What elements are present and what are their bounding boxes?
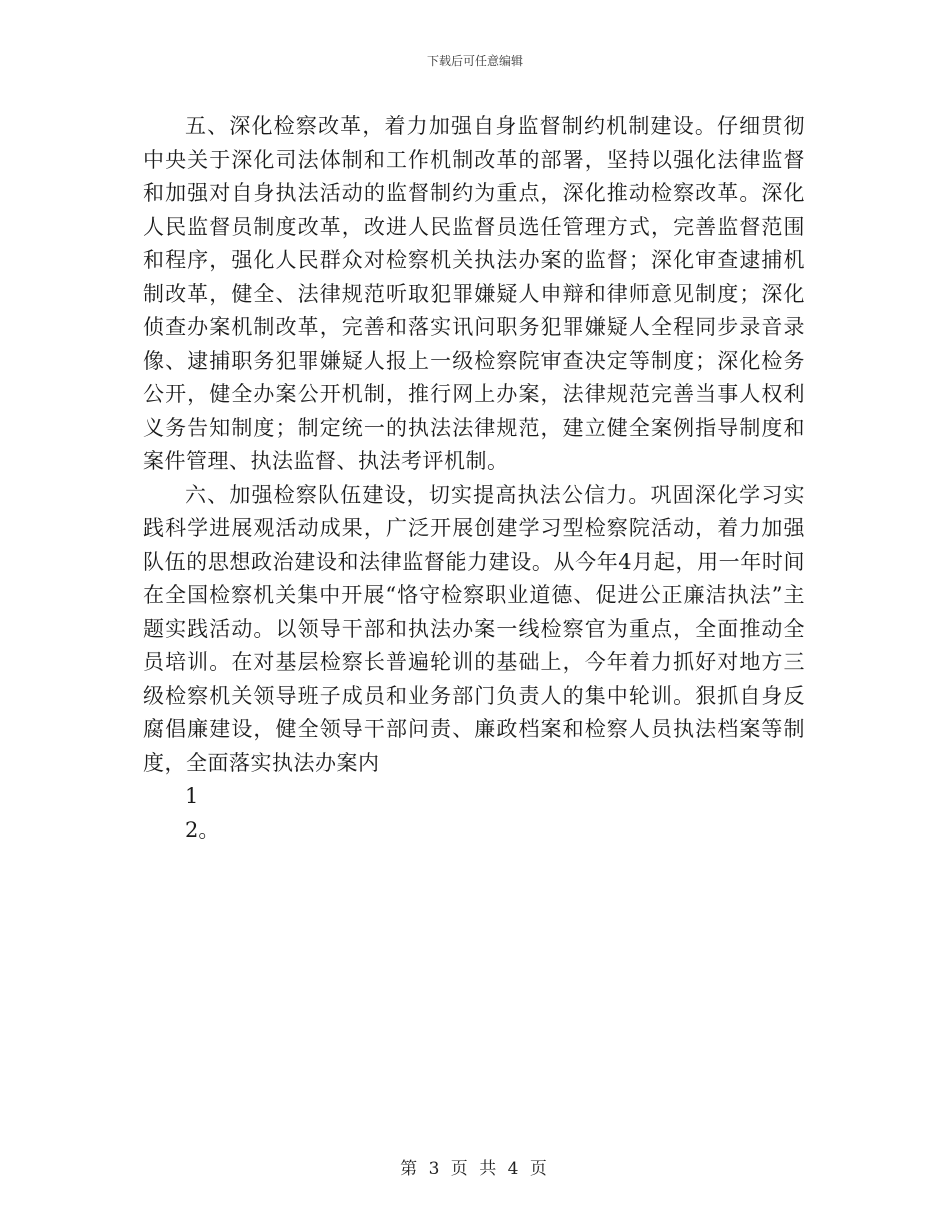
paragraph-team-building: 六、加强检察队伍建设，切实提高执法公信力。巩固深化学习实践科学进展观活动成果，广泛开展创建学习型检察院活动，着力加强队伍的思想政治建设和法律监督能力建设。从今年4月起，用一年时间在全国检察机关集中开展“恪守检察职业道德、促进公正廉洁执法”主题实践活动。以领导干部和执法办案一线检察官为重点，全面推动全员培训。在对基层检察长普遍轮训的基础上，今年着力抓好对地方三级检察机关领导班子成员和业务部门负责人的集中轮训。狠抓自身反腐倡廉建设，健全领导干部问责、廉政档案和检察人员执法档案等制度，全面落实执法办案内 — [143, 482, 805, 775]
document-body — [143, 110, 805, 847]
header-note: 下载后可任意编辑 — [426, 54, 523, 68]
page-number-footer: 第 3 页 共 4 页 — [400, 1159, 550, 1179]
numbered-line-2: 2。 — [185, 817, 220, 842]
paragraph-reform: 五、深化检察改革，着力加强自身监督制约机制建设。仔细贯彻中央关于深化司法体制和工作机制改革的部署，坚持以强化法律监督和加强对自身执法活动的监督制约为重点，深化推动检察改革。深化人民监督员制度改革，改进人民监督员选任管理方式，完善监督范围和程序，强化人民群众对检察机关执法办案的监督；深化审查逮捕机制改革，健全、法律规范听取犯罪嫌疑人申辩和律师意见制度；深化侦查办案机制改革，完善和落实讯问职务犯罪嫌疑人全程同步录音录像、逮捕职务犯罪嫌疑人报上一级检察院审查决定等制度；深化检务公开，健全办案公开机制，推行网上办案，法律规范完善当事人权利义务告知制度；制定统一的执法法律规范，建立健全案例指导制度和案件管理、执法监督、执法考评机制。 — [143, 114, 805, 473]
numbered-line-1: 1 — [185, 784, 199, 808]
